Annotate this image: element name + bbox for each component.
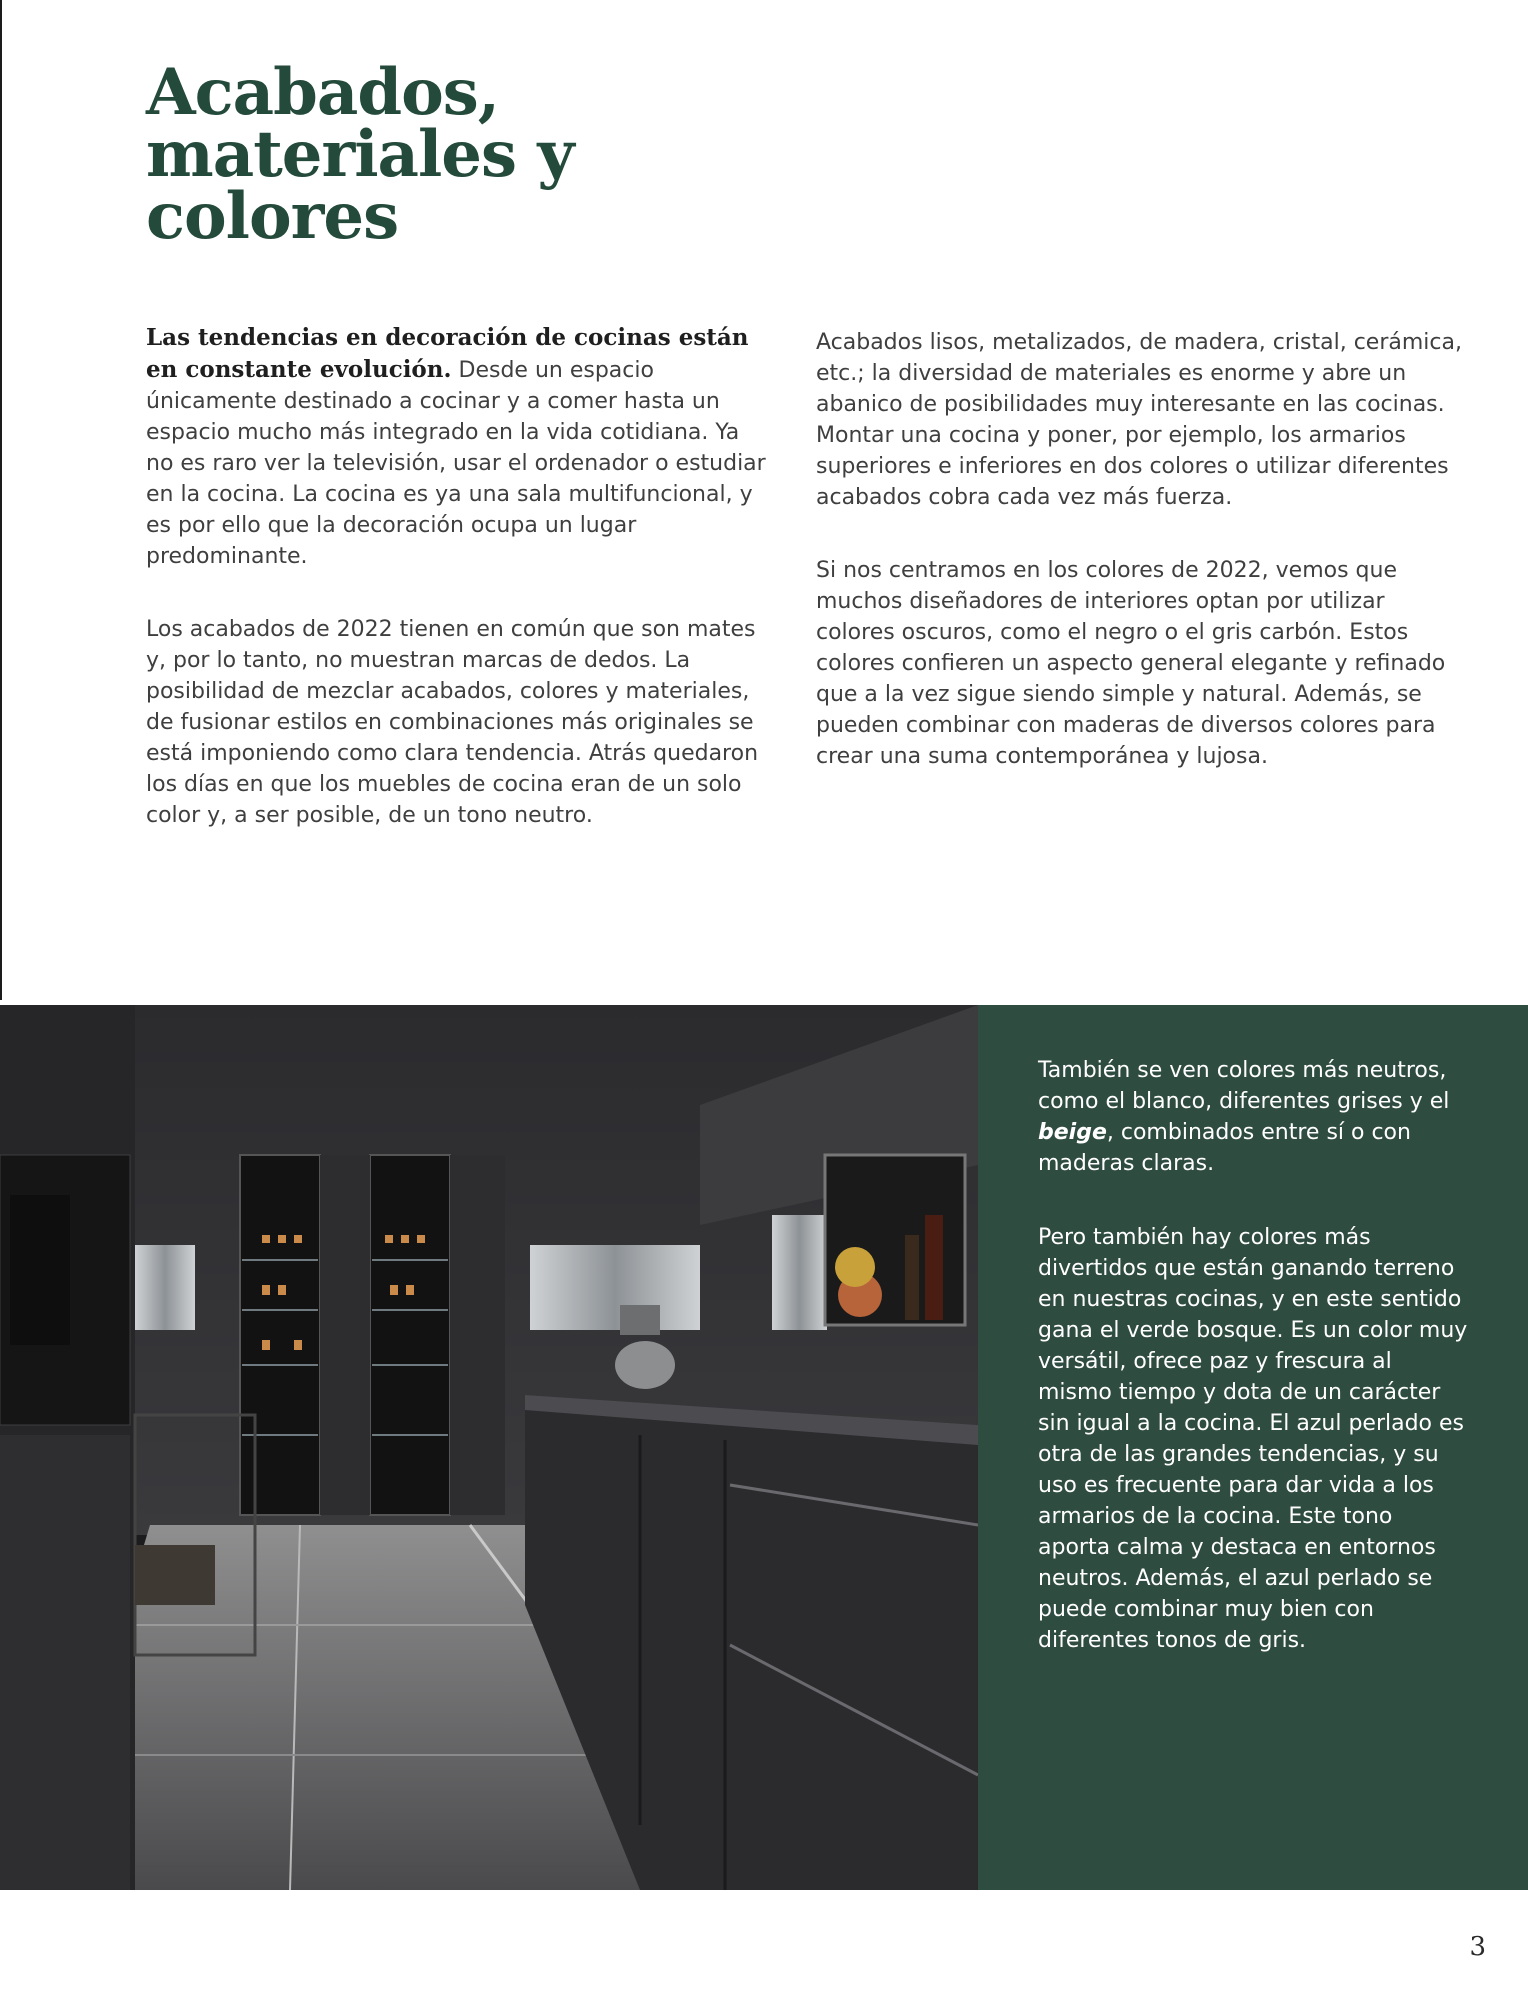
title-line-3: colores — [146, 179, 399, 254]
page-edge-line — [0, 0, 2, 1000]
intro-text: Desde un espacio únicamente destinado a cocinar y a comer hasta un espacio mucho más integrado en la vida cotidiana. Ya no es raro ver la televisión, usar el ordenador o estudiar en la cocina. La cocina es ya una sala multifuncional, y es por ello que la decoración ocupa un lugar predominante. — [146, 358, 766, 569]
neutral-colors-paragraph — [1038, 1055, 1468, 1179]
page-number: 3 — [1469, 1932, 1486, 1962]
beige-emphasis: beige — [1038, 1120, 1107, 1145]
neutral-text-end: , combinados entre sí o con maderas claras. — [1038, 1120, 1411, 1176]
colors-paragraph: Si nos centramos en los colores de 2022, vemos que muchos diseñadores de interiores optan por utilizar colores oscuros, como el negro o el gris carbón. Estos colores confieren un aspecto general elegante y refinado que a la vez sigue siendo simple y natural. Además, se pueden combinar con maderas de diversos colores para crear una suma contemporánea y lujosa. — [816, 558, 1446, 769]
neutral-text-start: También se ven colores más neutros, como el blanco, diferentes grises y el — [1038, 1058, 1450, 1114]
fun-colors-paragraph: Pero también hay colores más divertidos que están ganando terreno en nuestras cocinas, y en este sentido gana el verde bosque. Es un color muy versátil, ofrece paz y frescura al mismo tiempo y dota de un carácter sin igual a la cocina. El azul perlado es otra de las grandes tendencias, y su uso es frecuente para dar vida a los armarios de la cocina. Este tono aporta calma y destaca en entornos neutros. Además, el azul perlado se puede combinar muy bien con diferentes tonos de gris. — [1038, 1225, 1468, 1653]
intro-lead: Las tendencias en decoración de cocinas están en constante evolución. — [146, 324, 749, 383]
kitchen-photo — [0, 1005, 978, 1890]
finishes-paragraph: Los acabados de 2022 tienen en común que son mates y, por lo tanto, no muestran marcas de dedos. La posibilidad de mezclar acabados, colores y materiales, de fusionar estilos en combinaciones más originales se está imponiendo como clara tendencia. Atrás quedaron los días en que los muebles de cocina eran de un solo color y, a ser posible, de un tono neutro. — [146, 617, 759, 828]
kitchen-illustration — [0, 1005, 978, 1890]
title-line-2: materiales y — [146, 117, 574, 192]
green-text-panel — [978, 1005, 1528, 1890]
intro-paragraph — [146, 322, 766, 572]
right-text-column — [816, 327, 1466, 772]
title-line-1: Acabados, — [146, 55, 500, 130]
materials-paragraph: Acabados lisos, metalizados, de madera, cristal, cerámica, etc.; la diversidad de materiales es enorme y abre un abanico de posibilidades muy interesante en las cocinas. Montar una cocina y poner, por ejemplo, los armarios superiores e inferiores en dos colores o utilizar diferentes acabados cobra cada vez más fuerza. — [816, 330, 1462, 510]
left-text-column — [146, 322, 766, 831]
green-panel-text — [1038, 1055, 1468, 1656]
page-title — [146, 55, 746, 254]
